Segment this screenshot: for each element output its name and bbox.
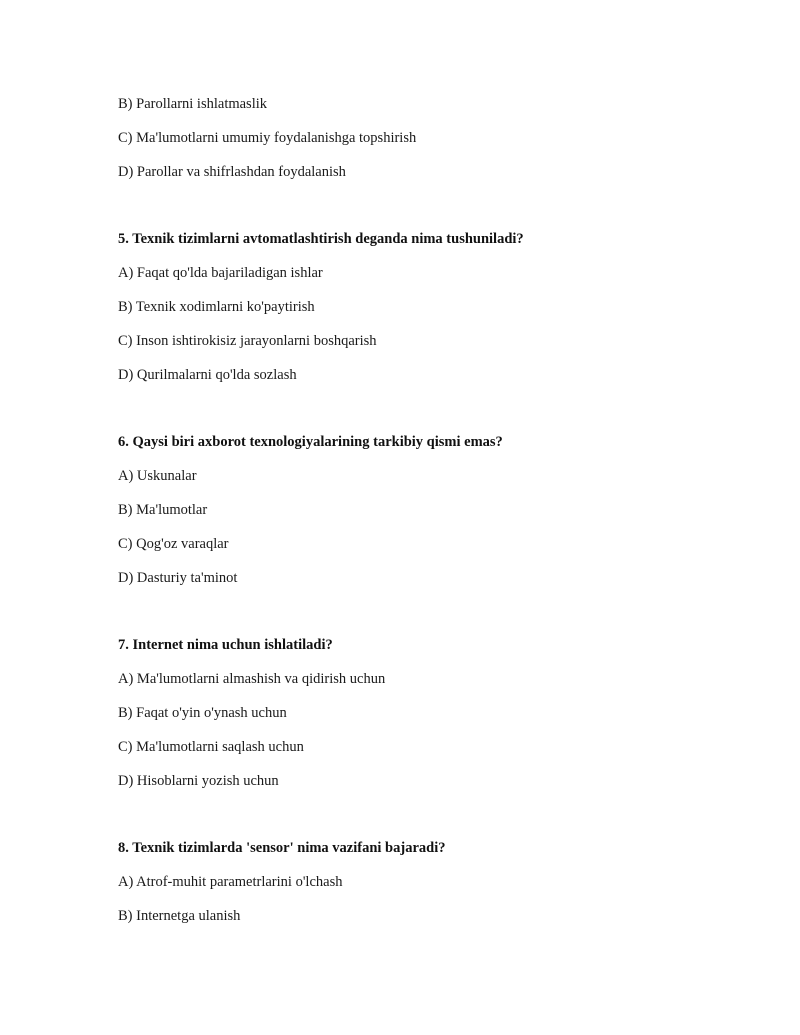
option-7a: A) Ma'lumotlarni almashish va qidirish uchun [118, 671, 386, 687]
question-7: 7. Internet nima uchun ishlatiladi? [118, 637, 333, 653]
option-5c: C) Inson ishtirokisiz jarayonlarni boshqarish [118, 333, 377, 349]
option-6a: A) Uskunalar [118, 468, 197, 484]
option-5d: D) Qurilmalarni qo'lda sozlash [118, 367, 297, 383]
question-8: 8. Texnik tizimlarda 'sensor' nima vazifani bajaradi? [118, 840, 446, 856]
option-8a: A) Atrof-muhit parametrlarini o'lchash [118, 874, 343, 890]
option-4d: D) Parollar va shifrlashdan foydalanish [118, 164, 346, 180]
option-6c: C) Qog'oz varaqlar [118, 536, 229, 552]
option-6d: D) Dasturiy ta'minot [118, 570, 238, 586]
option-7c: C) Ma'lumotlarni saqlash uchun [118, 739, 304, 755]
option-6b: B) Ma'lumotlar [118, 502, 208, 518]
option-4b: B) Parollarni ishlatmaslik [118, 96, 268, 112]
question-5: 5. Texnik tizimlarni avtomatlashtirish deganda nima tushuniladi? [118, 231, 524, 247]
option-7b: B) Faqat o'yin o'ynash uchun [118, 705, 287, 721]
option-5a: A) Faqat qo'lda bajariladigan ishlar [118, 265, 323, 281]
option-5b: B) Texnik xodimlarni ko'paytirish [118, 299, 315, 315]
option-8b: B) Internetga ulanish [118, 908, 241, 924]
option-7d: D) Hisoblarni yozish uchun [118, 773, 279, 789]
question-6: 6. Qaysi biri axborot texnologiyalarining tarkibiy qismi emas? [118, 434, 503, 450]
option-4c: C) Ma'lumotlarni umumiy foydalanishga topshirish [118, 130, 417, 146]
